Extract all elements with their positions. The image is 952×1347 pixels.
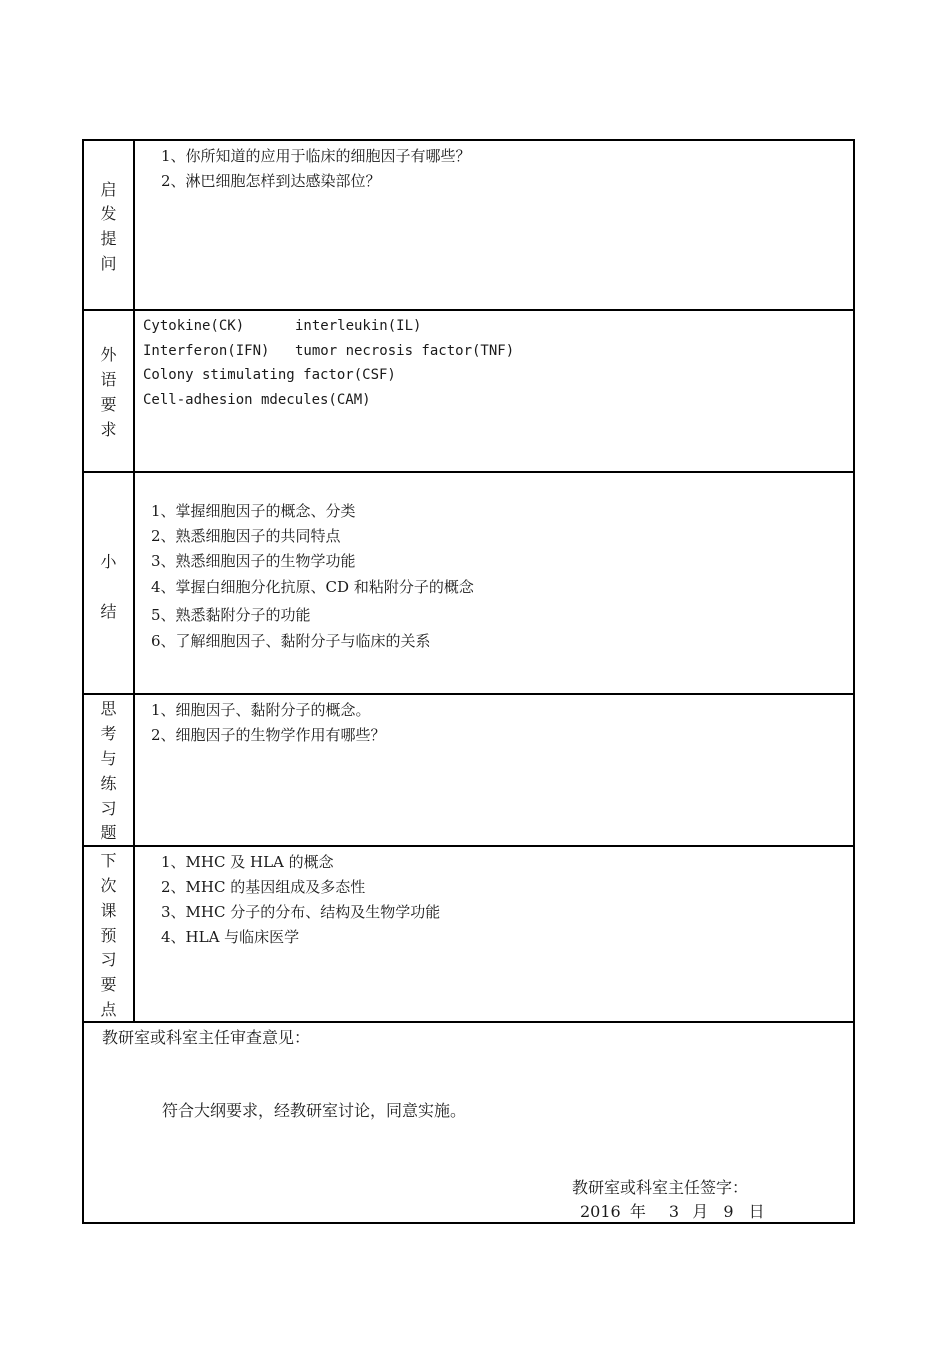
term-line: Colony stimulating factor(CSF) [143, 367, 396, 383]
date-day: 9 [723, 1202, 734, 1221]
label-char: 次 [100, 876, 117, 895]
label-char: 下 [100, 851, 117, 870]
term-line: Cell-adhesion mdecules(CAM) [143, 392, 371, 408]
question-line: 2、淋巴细胞怎样到达感染部位？ [161, 172, 381, 190]
section-label [84, 695, 135, 847]
label-char: 题 [100, 823, 117, 842]
question-line: 1、你所知道的应用于临床的细胞因子有哪些？ [161, 147, 471, 165]
label-char: 思 [100, 699, 117, 718]
label-char: 结 [100, 602, 117, 621]
label-char: 要 [100, 395, 117, 414]
label-char: 预 [100, 926, 117, 945]
section-inspiring-questions [84, 141, 853, 311]
label-char: 求 [100, 420, 117, 439]
section-next-preview [84, 845, 853, 1023]
term-line: Cytokine(CK) [143, 318, 245, 334]
date-month: 3 [668, 1202, 680, 1221]
summary-line: 4、掌握白细胞分化抗原、CD 和粘附分子的概念 [151, 578, 474, 596]
label-char: 习 [100, 799, 117, 818]
label-char: 习 [100, 950, 117, 969]
summary-line: 6、了解细胞因子、黏附分子与临床的关系 [151, 632, 431, 650]
label-char: 启 [100, 180, 117, 199]
section-content [135, 695, 853, 847]
exercise-line: 2、细胞因子的生物学作用有哪些？ [151, 726, 386, 744]
date-year: 2016 [580, 1202, 621, 1221]
term-line: tumor necrosis factor(TNF) [295, 343, 515, 359]
section-label [84, 141, 135, 311]
review-heading: 教研室或科室主任审查意见： [102, 1028, 311, 1047]
section-label [84, 473, 135, 695]
date-month-unit: 月 [692, 1202, 709, 1221]
term-line: interleukin(IL) [295, 318, 422, 334]
label-char: 语 [100, 370, 117, 389]
summary-line: 2、熟悉细胞因子的共同特点 [151, 527, 341, 545]
preview-line: 3、MHC 分子的分布、结构及生物学功能 [161, 903, 441, 921]
label-char: 与 [100, 749, 117, 768]
section-foreign-language [84, 309, 853, 473]
label-char: 课 [100, 901, 117, 920]
label-char: 要 [100, 975, 117, 994]
section-summary [84, 471, 853, 695]
section-content [135, 847, 853, 1023]
label-char: 问 [100, 254, 117, 273]
summary-line: 1、掌握细胞因子的概念、分类 [151, 502, 356, 520]
preview-line: 4、HLA 与临床医学 [161, 928, 300, 946]
term-line: Interferon(IFN) [143, 343, 270, 359]
section-content [135, 141, 853, 311]
date-day-unit: 日 [748, 1202, 765, 1221]
summary-line: 3、熟悉细胞因子的生物学功能 [151, 552, 356, 570]
label-char: 发 [100, 204, 117, 223]
label-char: 小 [100, 552, 117, 571]
label-char: 考 [100, 724, 117, 743]
section-label [84, 847, 135, 1023]
preview-line: 1、MHC 及 HLA 的概念 [161, 853, 334, 871]
date-year-unit: 年 [629, 1202, 646, 1221]
review-date [580, 1201, 765, 1223]
section-review [84, 1021, 853, 1224]
section-label [84, 311, 135, 473]
label-char: 提 [100, 229, 117, 248]
review-opinion: 符合大纲要求，经教研室讨论，同意实施。 [162, 1101, 467, 1120]
section-content [135, 311, 853, 473]
exercise-line: 1、细胞因子、黏附分子的概念。 [151, 701, 371, 719]
signature-label: 教研室或科室主任签字： [572, 1178, 749, 1197]
section-content [135, 473, 853, 695]
label-char: 点 [100, 1000, 117, 1019]
summary-line: 5、熟悉黏附分子的功能 [151, 606, 311, 624]
label-char: 练 [100, 774, 117, 793]
preview-line: 2、MHC 的基因组成及多态性 [161, 878, 366, 896]
label-char: 外 [100, 345, 117, 364]
section-exercises [84, 693, 853, 847]
lesson-plan-table [82, 139, 855, 1224]
